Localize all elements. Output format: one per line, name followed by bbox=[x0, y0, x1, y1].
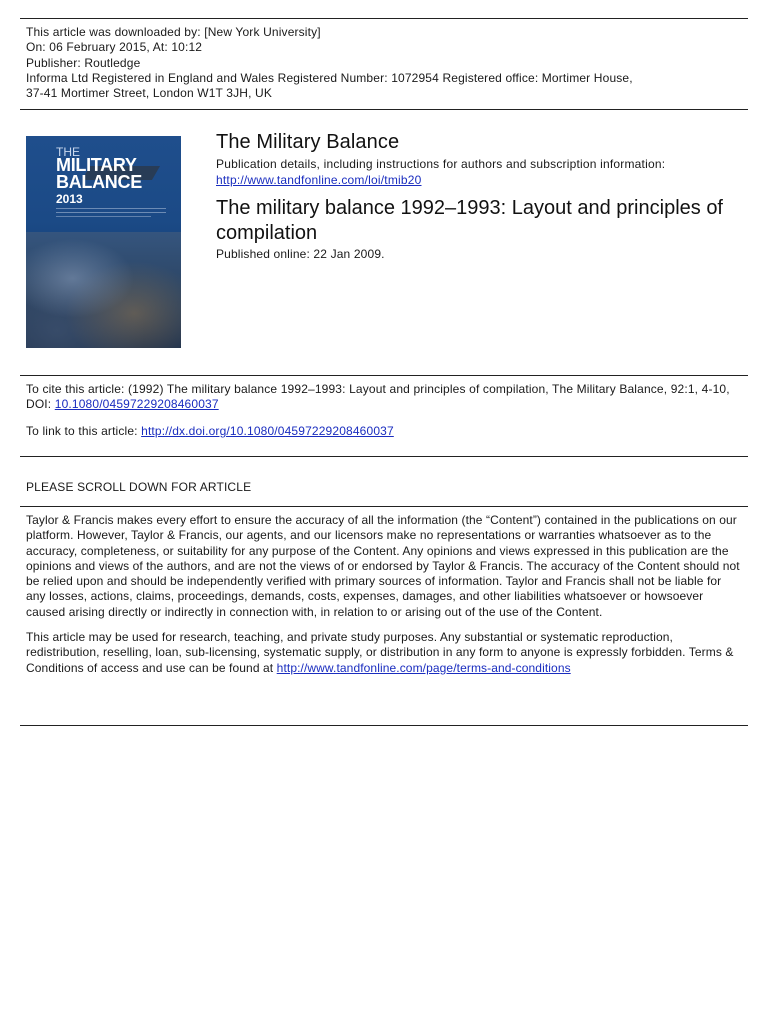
terms-text: This article may be used for research, teaching, and private study purposes. Any substantial or systematic reproduction, redistribution, reselling, loan, sub-licensing, systematic supply, or distribution in any form to anyone is expressly forbidden. Terms & Conditions of access and use can be found at bbox=[26, 630, 734, 675]
publication-details-text: Publication details, including instructions for authors and subscription information: bbox=[216, 157, 666, 171]
journal-link[interactable]: http://www.tandfonline.com/loi/tmib20 bbox=[216, 172, 422, 187]
disclaimer bbox=[26, 513, 744, 676]
cover-year: 2013 bbox=[56, 192, 83, 206]
journal-cover-image bbox=[26, 136, 181, 348]
bottom-rule bbox=[20, 725, 748, 726]
cover-title-line1: MILITARY bbox=[56, 155, 137, 175]
cover-photo-collage bbox=[26, 232, 181, 348]
disclaimer-paragraph-1: Taylor & Francis makes every effort to ensure the accuracy of all the information (the “Content”) contained in the publications on our platform. However, Taylor & Francis, our agents, and our licensors make no representations or warranties whatsoever as to the accuracy, completeness, or suitability for any purpose of the Content. Any opinions and views expressed in this publication are the opinions and views of the authors, and are not the views of or endorsed by Taylor & Francis. The accuracy of the Content should not be relied upon and should be independently verified with primary sources of information. Taylor and Francis shall not be liable for any losses, actions, claims, proceedings, demands, costs, expenses, damages, and other liabilities whatsoever or howsoever caused arising directly or indirectly in connection with, in relation to or arising out of the use of the Content. bbox=[26, 513, 740, 619]
article-url-link[interactable]: http://dx.doi.org/10.1080/04597229208460037 bbox=[141, 424, 394, 438]
download-date: On: 06 February 2015, At: 10:12 bbox=[26, 40, 203, 55]
cite-paragraph bbox=[26, 382, 742, 413]
cover-rule bbox=[20, 375, 748, 376]
link-label: To link to this article: bbox=[26, 424, 142, 438]
informa-address: 37-41 Mortimer Street, London W1T 3JH, UK bbox=[26, 86, 273, 101]
disclaimer-paragraph-2 bbox=[26, 630, 744, 676]
download-header bbox=[26, 25, 742, 101]
downloaded-by: This article was downloaded by: [New York University] bbox=[26, 25, 321, 39]
article-title: The military balance 1992–1993: Layout and principles of compilation bbox=[216, 197, 723, 244]
terms-link[interactable]: http://www.tandfonline.com/page/terms-and-conditions bbox=[276, 660, 571, 675]
notice-rule bbox=[20, 506, 748, 507]
doi-link[interactable]: 10.1080/04597229208460037 bbox=[54, 397, 219, 412]
published-online: Published online: 22 Jan 2009. bbox=[216, 247, 385, 261]
publisher: Publisher: Routledge bbox=[26, 55, 141, 70]
header-rule bbox=[20, 109, 748, 110]
cite-text: To cite this article: (1992) The military balance 1992–1993: Layout and principles of compilation, The Military Balance, 92:1, 4-10, DOI: bbox=[26, 382, 730, 412]
cover-title-line2: BALANCE bbox=[56, 172, 142, 192]
scroll-notice: PLEASE SCROLL DOWN FOR ARTICLE bbox=[26, 480, 252, 494]
cover-the: THE bbox=[56, 145, 80, 159]
top-rule bbox=[20, 18, 748, 19]
informa-registration: Informa Ltd Registered in England and Wales Registered Number: 1072954 Registered office: Mortimer House, bbox=[26, 70, 633, 85]
cover-subtitle-lines bbox=[56, 208, 166, 213]
publication-details bbox=[216, 157, 665, 188]
citation-block bbox=[26, 382, 742, 413]
journal-title: The Military Balance bbox=[216, 131, 400, 153]
citation-rule bbox=[20, 456, 748, 457]
cover-subtitle-line bbox=[56, 216, 151, 217]
link-block bbox=[26, 424, 742, 439]
link-paragraph bbox=[26, 424, 742, 439]
